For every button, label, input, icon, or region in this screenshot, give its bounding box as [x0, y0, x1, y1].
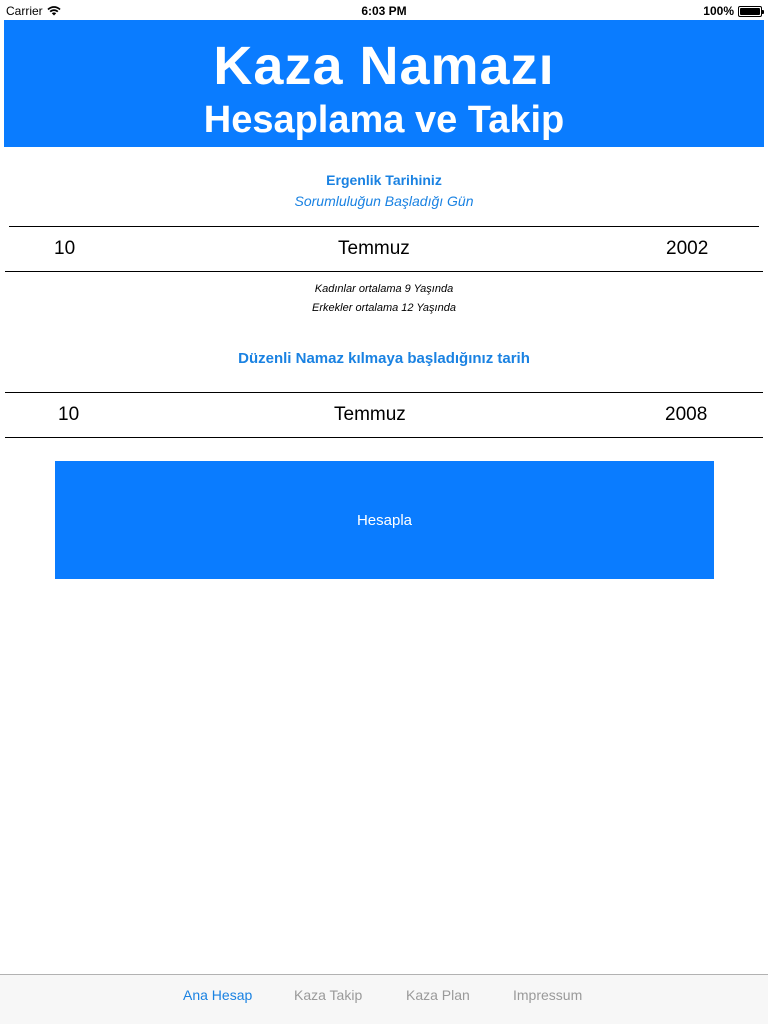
puberty-date-subtitle: Sorumluluğun Başladığı Gün — [294, 193, 474, 209]
tab-kaza-takip[interactable]: Kaza Takip — [294, 987, 363, 1003]
battery-icon — [738, 6, 762, 17]
tab-impressum[interactable]: Impressum — [513, 987, 583, 1003]
app-subtitle: Hesaplama ve Takip — [203, 99, 565, 141]
battery-indicator — [703, 4, 762, 18]
prayer-start-title: Düzenli Namaz kılmaya başladığınız tarih — [238, 350, 530, 367]
note-women: Kadınlar ortalama 9 Yaşında — [314, 283, 454, 295]
puberty-month[interactable]: Temmuz — [338, 238, 410, 259]
note-men: Erkekler ortalama 12 Yaşında — [312, 302, 456, 314]
carrier-label: Carrier — [6, 4, 43, 18]
puberty-date-title: Ergenlik Tarihiniz — [326, 172, 442, 188]
puberty-day[interactable]: 10 — [54, 238, 76, 259]
app-header-banner — [4, 20, 764, 147]
battery-percent: 100% — [703, 4, 734, 18]
tab-kaza-plan[interactable]: Kaza Plan — [406, 987, 470, 1003]
tab-bar — [0, 974, 768, 1024]
prayer-start-month[interactable]: Temmuz — [334, 404, 406, 425]
prayer-start-date-picker[interactable] — [0, 393, 768, 437]
status-time: 6:03 PM — [361, 4, 407, 18]
puberty-year[interactable]: 2002 — [666, 238, 709, 259]
divider — [5, 271, 763, 272]
prayer-start-day[interactable]: 10 — [58, 404, 80, 425]
status-bar — [0, 0, 768, 20]
tab-ana-hesap[interactable]: Ana Hesap — [183, 987, 253, 1003]
calculate-button[interactable]: Hesapla — [55, 461, 714, 579]
divider — [5, 437, 763, 438]
puberty-date-picker[interactable] — [0, 227, 768, 271]
app-title: Kaza Namazı — [213, 36, 555, 96]
prayer-start-year[interactable]: 2008 — [665, 404, 708, 425]
